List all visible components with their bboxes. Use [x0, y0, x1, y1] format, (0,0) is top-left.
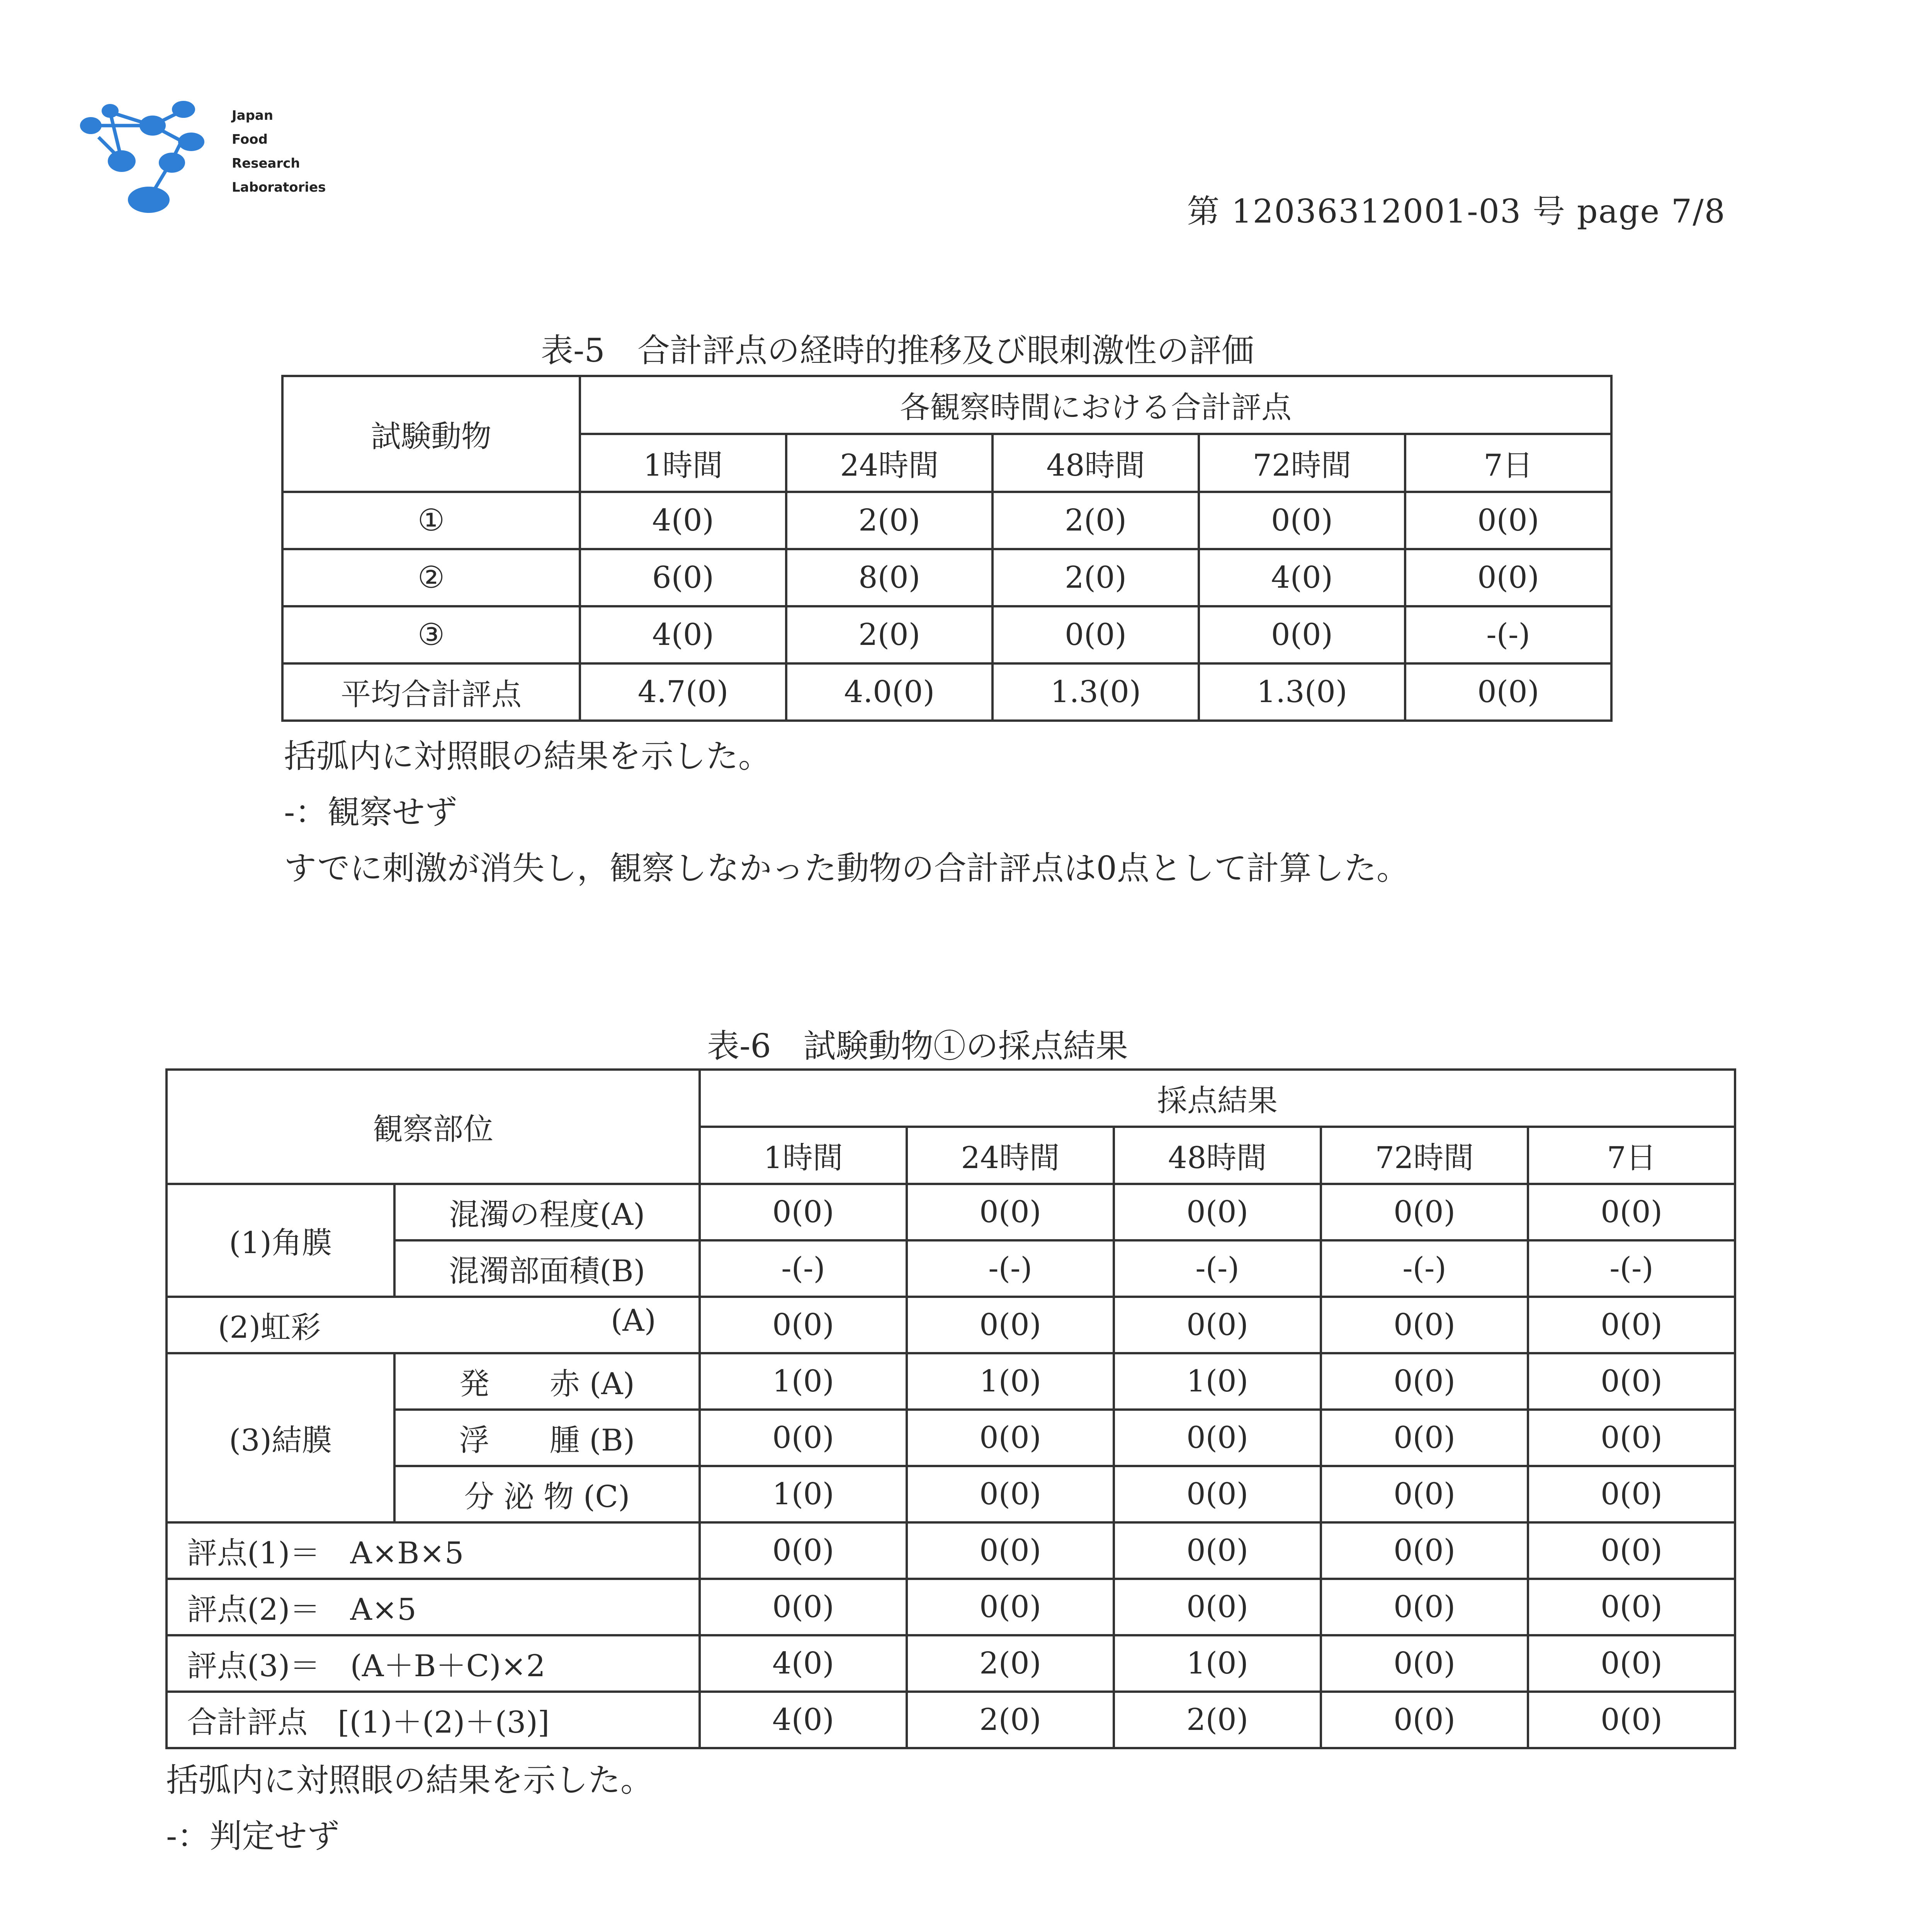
table5-caption: 表-5 合計評点の経時的推移及び眼刺激性の評価: [541, 332, 1254, 369]
score-formula-label: 評点(3)＝ (A＋B＋C)×2: [167, 1635, 700, 1692]
score-cell: 8(0): [786, 549, 992, 606]
score-cell: 0(0): [1528, 1635, 1735, 1692]
logo-line: Laboratories: [232, 180, 326, 195]
iris-label-cell: [167, 1297, 700, 1353]
table6-col-label: 観察部位: [167, 1070, 700, 1184]
logo-line: Food: [232, 132, 268, 147]
score-cell: -(-): [907, 1240, 1114, 1297]
score-cell: 4(0): [700, 1692, 907, 1748]
table-row: [167, 1297, 1735, 1353]
score-cell: 0(0): [1528, 1184, 1735, 1240]
score-cell: 1(0): [700, 1466, 907, 1522]
score-cell: 0(0): [700, 1522, 907, 1579]
table5-time-header: 24時間: [786, 434, 992, 492]
total-score-label: 合計評点 [(1)＋(2)＋(3)]: [167, 1692, 700, 1748]
score-cell: 0(0): [907, 1466, 1114, 1522]
score-cell: 0(0): [907, 1522, 1114, 1579]
table-row: [282, 549, 1611, 606]
score-cell: 0(0): [907, 1297, 1114, 1353]
score-cell: 2(0): [992, 549, 1199, 606]
logo-line: Japan: [232, 108, 274, 123]
table-row: [167, 1579, 1735, 1635]
table6-time-header: 1時間: [700, 1127, 907, 1184]
animal-label: ②: [282, 549, 580, 606]
score-cell: 0(0): [1528, 1410, 1735, 1466]
row-label: 混濁の程度(A): [394, 1184, 700, 1240]
table5-time-header: 48時間: [992, 434, 1199, 492]
logo-wordmark: [232, 104, 326, 199]
table6-time-header: 24時間: [907, 1127, 1114, 1184]
score-cell: -(-): [700, 1240, 907, 1297]
score-cell: 0(0): [907, 1410, 1114, 1466]
score-cell: -(-): [1114, 1240, 1321, 1297]
score-cell: 0(0): [1321, 1522, 1528, 1579]
score-cell: 2(0): [907, 1692, 1114, 1748]
score-cell: 0(0): [1405, 492, 1611, 549]
cornea-label: (1)角膜: [167, 1184, 394, 1297]
table-row: [167, 1353, 1735, 1410]
table-row: [167, 1184, 1735, 1240]
score-cell: 1(0): [1114, 1353, 1321, 1410]
table5-col-label: 試験動物: [282, 376, 580, 492]
iris-label: (2)虹彩: [218, 1310, 321, 1345]
score-cell: 2(0): [907, 1635, 1114, 1692]
score-cell: 0(0): [1321, 1692, 1528, 1748]
row-label: 混濁部面積(B): [394, 1240, 700, 1297]
score-cell: 0(0): [1114, 1297, 1321, 1353]
score-cell: 0(0): [1528, 1692, 1735, 1748]
score-cell: 0(0): [1321, 1579, 1528, 1635]
table6-group-label: 採点結果: [700, 1070, 1735, 1127]
score-cell: 0(0): [700, 1297, 907, 1353]
score-cell: -(-): [1321, 1240, 1528, 1297]
score-cell: 0(0): [700, 1184, 907, 1240]
score-cell: 2(0): [786, 606, 992, 663]
conjunctiva-label: (3)結膜: [167, 1353, 394, 1522]
score-cell: 0(0): [1528, 1579, 1735, 1635]
score-cell: 2(0): [1114, 1692, 1321, 1748]
logo-line: Research: [232, 156, 300, 171]
table-row: [167, 1466, 1735, 1522]
score-cell: 0(0): [1321, 1635, 1528, 1692]
score-cell: 0(0): [1528, 1466, 1735, 1522]
score-cell: 4.7(0): [580, 663, 786, 721]
document-number: 第 12036312001-03 号 page 7/8: [1187, 192, 1726, 230]
score-cell: 0(0): [1405, 663, 1611, 721]
score-cell: 4.0(0): [786, 663, 992, 721]
score-cell: 4(0): [700, 1635, 907, 1692]
table-row: [167, 1240, 1735, 1297]
score-cell: 1(0): [907, 1353, 1114, 1410]
table6-time-header: 72時間: [1321, 1127, 1528, 1184]
score-cell: 0(0): [1321, 1184, 1528, 1240]
score-cell: 0(0): [1321, 1297, 1528, 1353]
table5: [281, 375, 1613, 722]
jfrl-logo-icon: [75, 87, 222, 214]
iris-sub: (A): [610, 1303, 656, 1338]
score-cell: 0(0): [907, 1184, 1114, 1240]
score-cell: -(-): [1528, 1240, 1735, 1297]
animal-label: ③: [282, 606, 580, 663]
row-label: 分 泌 物 (C): [394, 1466, 700, 1522]
score-cell: 0(0): [1114, 1522, 1321, 1579]
score-cell: 4(0): [580, 492, 786, 549]
table5-note: -：観察せず: [284, 793, 457, 831]
score-cell: 0(0): [907, 1579, 1114, 1635]
table5-time-header: 72時間: [1199, 434, 1405, 492]
table6-note: 括弧内に対照眼の結果を示した。: [166, 1761, 653, 1799]
score-cell: 0(0): [1528, 1522, 1735, 1579]
table5-note: 括弧内に対照眼の結果を示した。: [284, 737, 771, 775]
average-label: 平均合計評点: [282, 663, 580, 721]
table-row: [167, 1522, 1735, 1579]
score-cell: 4(0): [580, 606, 786, 663]
table6-caption: 表-6 試験動物①の採点結果: [707, 1027, 1128, 1065]
score-cell: -(-): [1405, 606, 1611, 663]
table-row: [167, 1692, 1735, 1748]
animal-label: ①: [282, 492, 580, 549]
score-cell: 0(0): [1199, 492, 1405, 549]
score-cell: 0(0): [1114, 1466, 1321, 1522]
row-label: 浮 腫 (B): [394, 1410, 700, 1466]
score-cell: 1(0): [700, 1353, 907, 1410]
score-cell: 0(0): [1199, 606, 1405, 663]
score-cell: 2(0): [786, 492, 992, 549]
table6-time-header: 7日: [1528, 1127, 1735, 1184]
score-cell: 1(0): [1114, 1635, 1321, 1692]
score-cell: 0(0): [1114, 1410, 1321, 1466]
score-cell: 0(0): [700, 1579, 907, 1635]
score-cell: 0(0): [700, 1410, 907, 1466]
score-formula-label: 評点(2)＝ A×5: [167, 1579, 700, 1635]
score-cell: 1.3(0): [992, 663, 1199, 721]
score-cell: 0(0): [1114, 1184, 1321, 1240]
row-label: 発 赤 (A): [394, 1353, 700, 1410]
score-cell: 4(0): [1199, 549, 1405, 606]
table6-note: -：判定せず: [166, 1817, 340, 1855]
table5-group-label: 各観察時間における合計評点: [580, 376, 1611, 434]
table6: [165, 1068, 1736, 1749]
table-row: [167, 1410, 1735, 1466]
table-row: [282, 492, 1611, 549]
table-row: [167, 1635, 1735, 1692]
score-cell: 0(0): [1528, 1297, 1735, 1353]
score-formula-label: 評点(1)＝ A×B×5: [167, 1522, 700, 1579]
score-cell: 0(0): [992, 606, 1199, 663]
score-cell: 0(0): [1321, 1353, 1528, 1410]
score-cell: 1.3(0): [1199, 663, 1405, 721]
score-cell: 0(0): [1528, 1353, 1735, 1410]
table5-time-header: 7日: [1405, 434, 1611, 492]
table5-time-header: 1時間: [580, 434, 786, 492]
table6-time-header: 48時間: [1114, 1127, 1321, 1184]
score-cell: 0(0): [1405, 549, 1611, 606]
score-cell: 6(0): [580, 549, 786, 606]
table-row: [282, 606, 1611, 663]
score-cell: 0(0): [1321, 1466, 1528, 1522]
table-row: [282, 663, 1611, 721]
table5-note: すでに刺激が消失し，観察しなかった動物の合計評点は0点として計算した。: [284, 849, 1409, 887]
score-cell: 0(0): [1321, 1410, 1528, 1466]
score-cell: 2(0): [992, 492, 1199, 549]
score-cell: 0(0): [1114, 1579, 1321, 1635]
